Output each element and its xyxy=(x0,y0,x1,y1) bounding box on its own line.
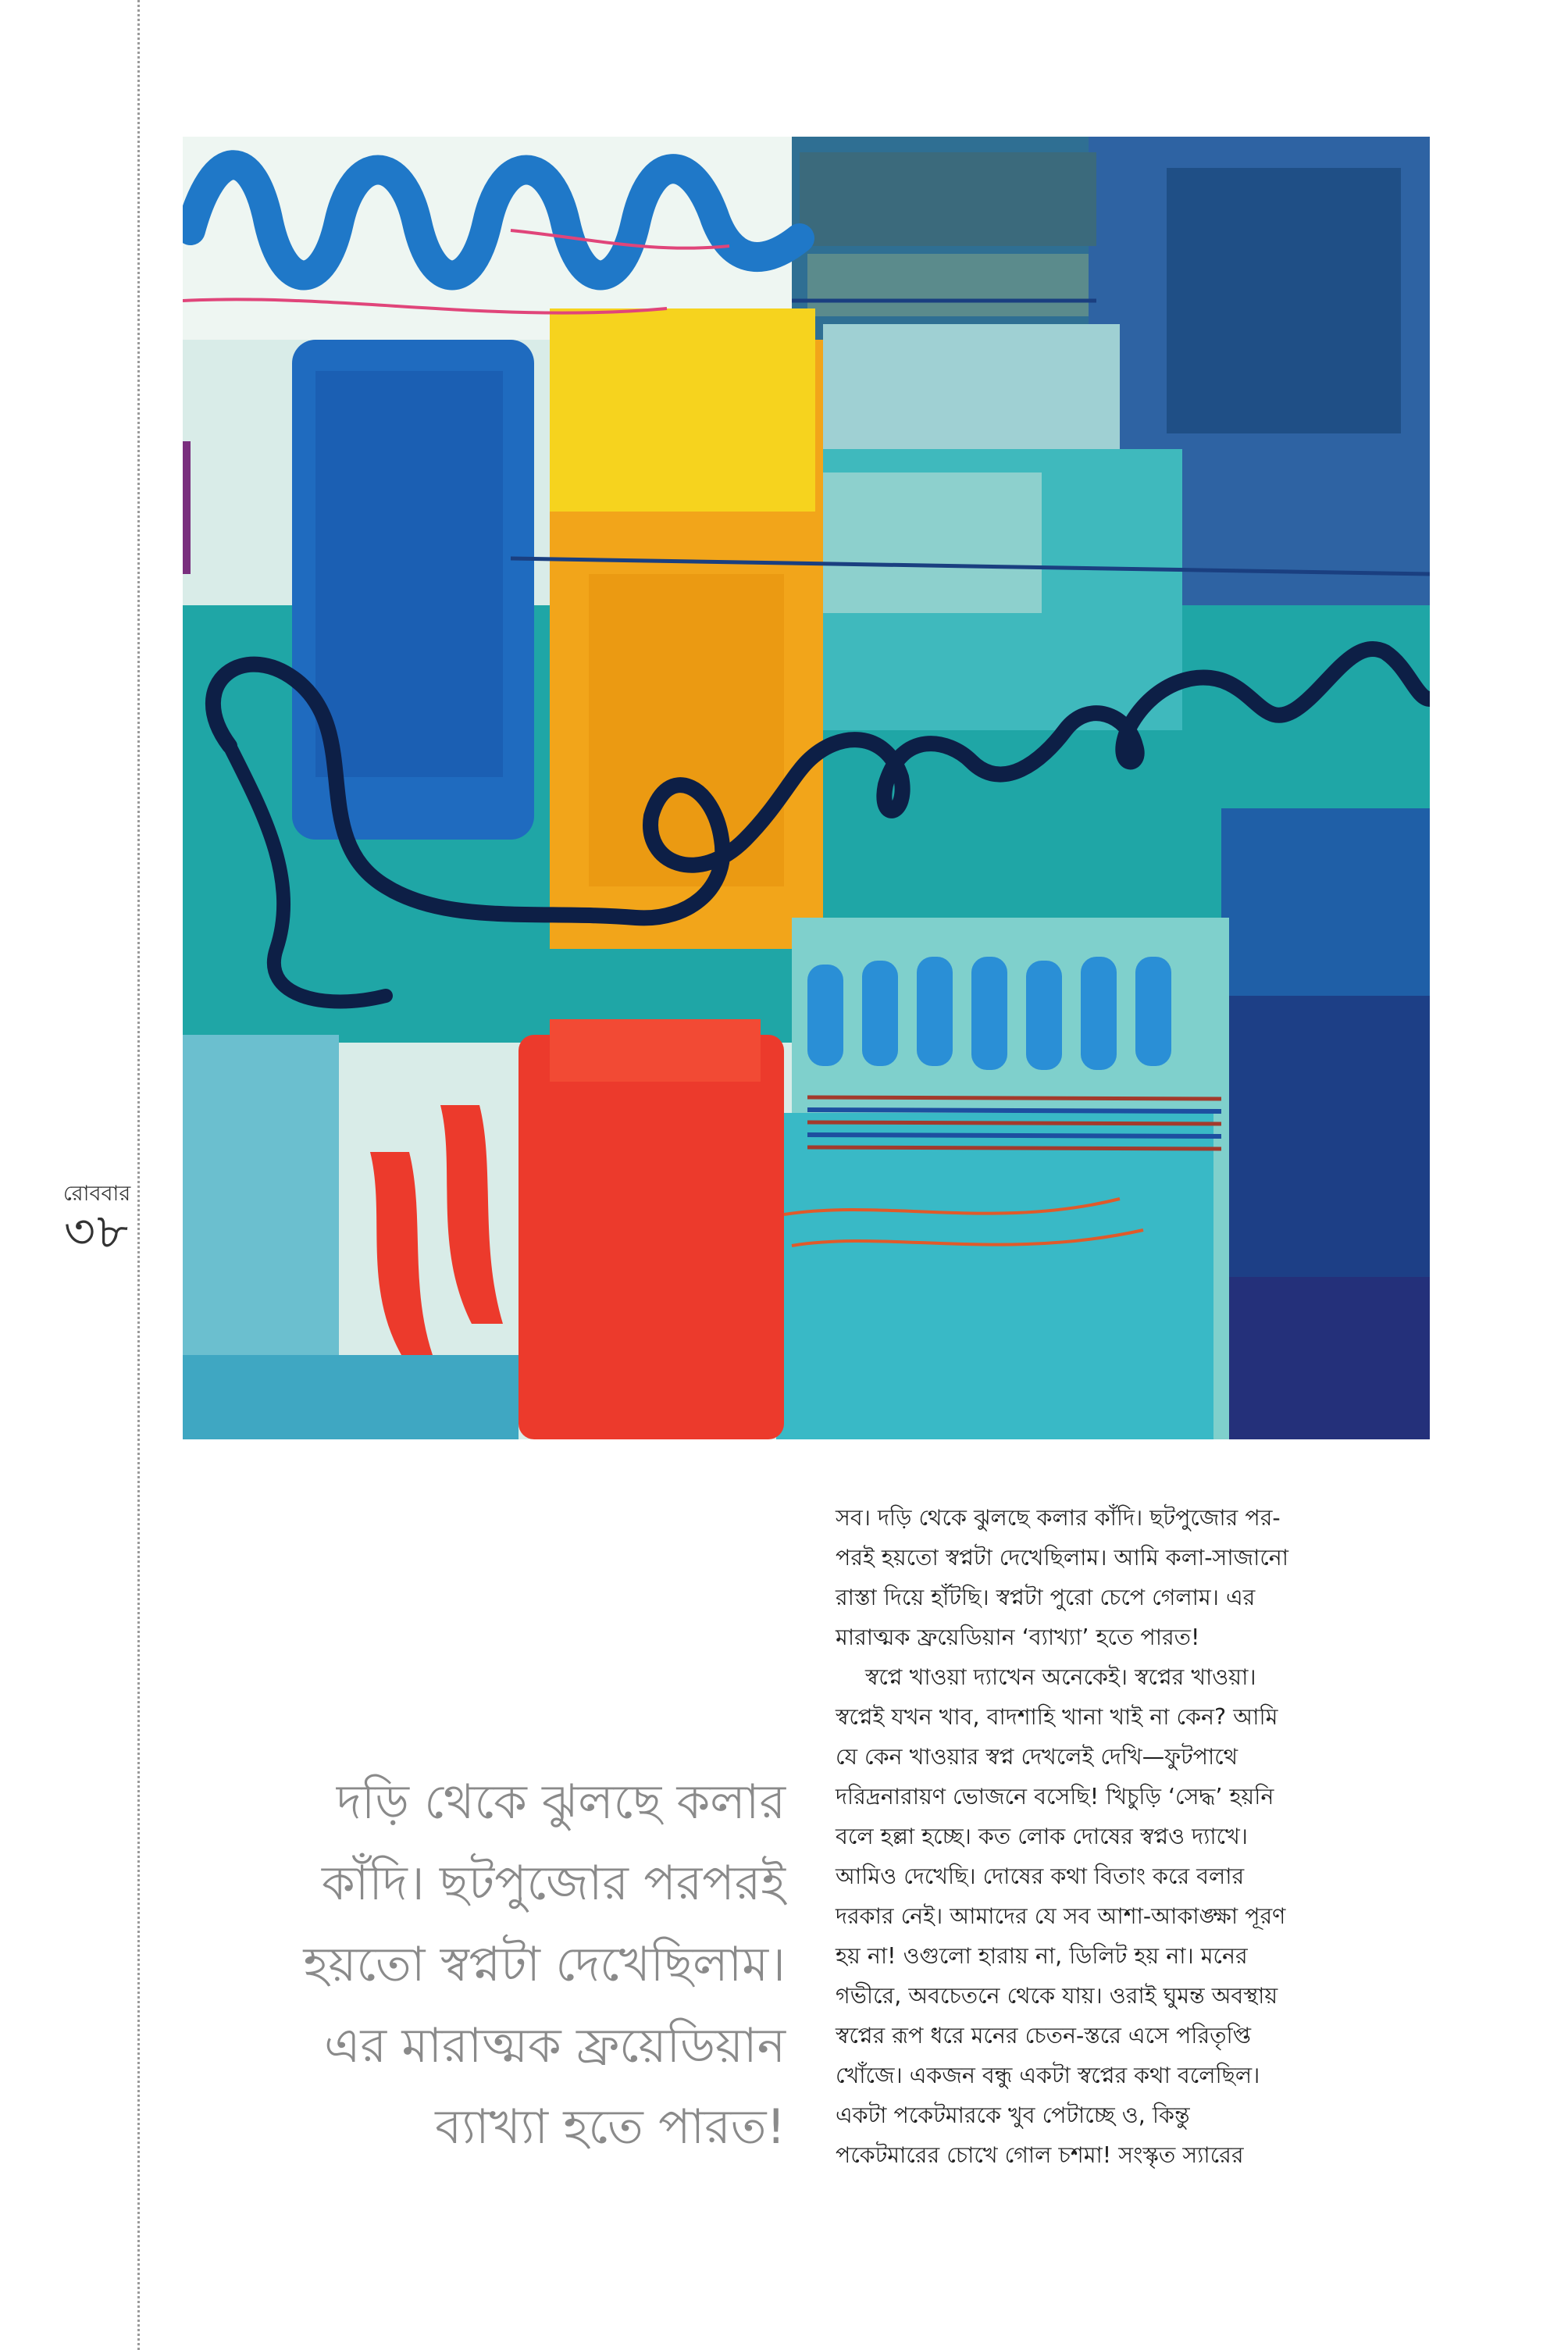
article-body xyxy=(836,1498,1433,2175)
text-line: যে কেন খাওয়ার স্বপ্ন দেখলেই দেখি—ফুটপাথে xyxy=(836,1744,1238,1770)
folio xyxy=(50,1181,144,1260)
text-line: স্বপ্নের রূপ ধরে মনের চেতন-স্তরে এসে পরিতৃপ্তি xyxy=(836,2023,1252,2049)
page-number: ৩৮ xyxy=(63,1203,130,1260)
section-name: রোববার xyxy=(62,1182,131,1206)
pull-quote-line: ব্যাখ্যা হতে পারত! xyxy=(435,2099,786,2155)
text-line: দরিদ্রনারায়ণ ভোজনে বসেছি! খিচুড়ি ‘সেদ্ধ’ হয়নি xyxy=(836,1784,1274,1810)
text-line: দরকার নেই। আমাদের যে সব আশা-আকাঙ্ক্ষা পূরণ xyxy=(836,1903,1286,1929)
text-line: স্বপ্নে খাওয়া দ্যাখেন অনেকেই। স্বপ্নের খাওয়া। xyxy=(865,1664,1256,1690)
pull-quote-line: এর মারাত্মক ফ্রয়েডিয়ান xyxy=(324,2018,786,2074)
pull-quote-line: হয়তো স্বপ্নটা দেখেছিলাম। xyxy=(303,1937,786,1992)
text-line: পকেটমারের চোখে গোল চশমা! সংস্কৃত স্যারের xyxy=(836,2142,1244,2168)
paragraph xyxy=(836,1498,1433,1657)
text-line: আমিও দেখেছি। দোষের কথা বিতাং করে বলার xyxy=(836,1863,1245,1889)
pull-quote-line: দড়ি থেকে ঝুলছে কলার xyxy=(336,1774,786,1830)
text-line: গভীরে, অবচেতনে থেকে যায়। ওরাই ঘুমন্ত অবস্থায় xyxy=(836,1983,1278,2009)
pull-quote-line: কাঁদি। ছটপুজোর পরপরই xyxy=(321,1856,786,1911)
text-line: মারাত্মক ফ্রয়েডিয়ান ‘ব্যাখ্যা’ হতে পারত! xyxy=(836,1624,1200,1650)
text-line: সব। দড়ি থেকে ঝুলছে কলার কাঁদি। ছটপুজোর পর- xyxy=(836,1505,1281,1531)
abstract-painting-image xyxy=(183,137,1430,1439)
margin-rule xyxy=(137,0,140,2350)
text-line: পরই হয়তো স্বপ্নটা দেখেছিলাম। আমি কলা-সাজানো xyxy=(836,1545,1289,1571)
text-line: খোঁজে। একজন বন্ধু একটা স্বপ্নের কথা বলেছিল। xyxy=(836,2063,1260,2088)
pull-quote xyxy=(164,1762,786,2168)
text-line: রাস্তা দিয়ে হাঁটছি। স্বপ্নটা পুরো চেপে গেলাম। এর xyxy=(836,1585,1256,1610)
paragraph xyxy=(836,1657,1433,2175)
text-line: একটা পকেটমারকে খুব পেটাচ্ছে ও, কিন্তু xyxy=(836,2102,1190,2128)
text-line: স্বপ্নেই যখন খাব, বাদশাহি খানা খাই না কেন? আমি xyxy=(836,1704,1278,1730)
text-line: হয় না! ওগুলো হারায় না, ডিলিট হয় না। মনের xyxy=(836,1943,1248,1969)
text-line: বলে হল্লা হচ্ছে। কত লোক দোষের স্বপ্নও দ্যাখে। xyxy=(836,1824,1248,1849)
